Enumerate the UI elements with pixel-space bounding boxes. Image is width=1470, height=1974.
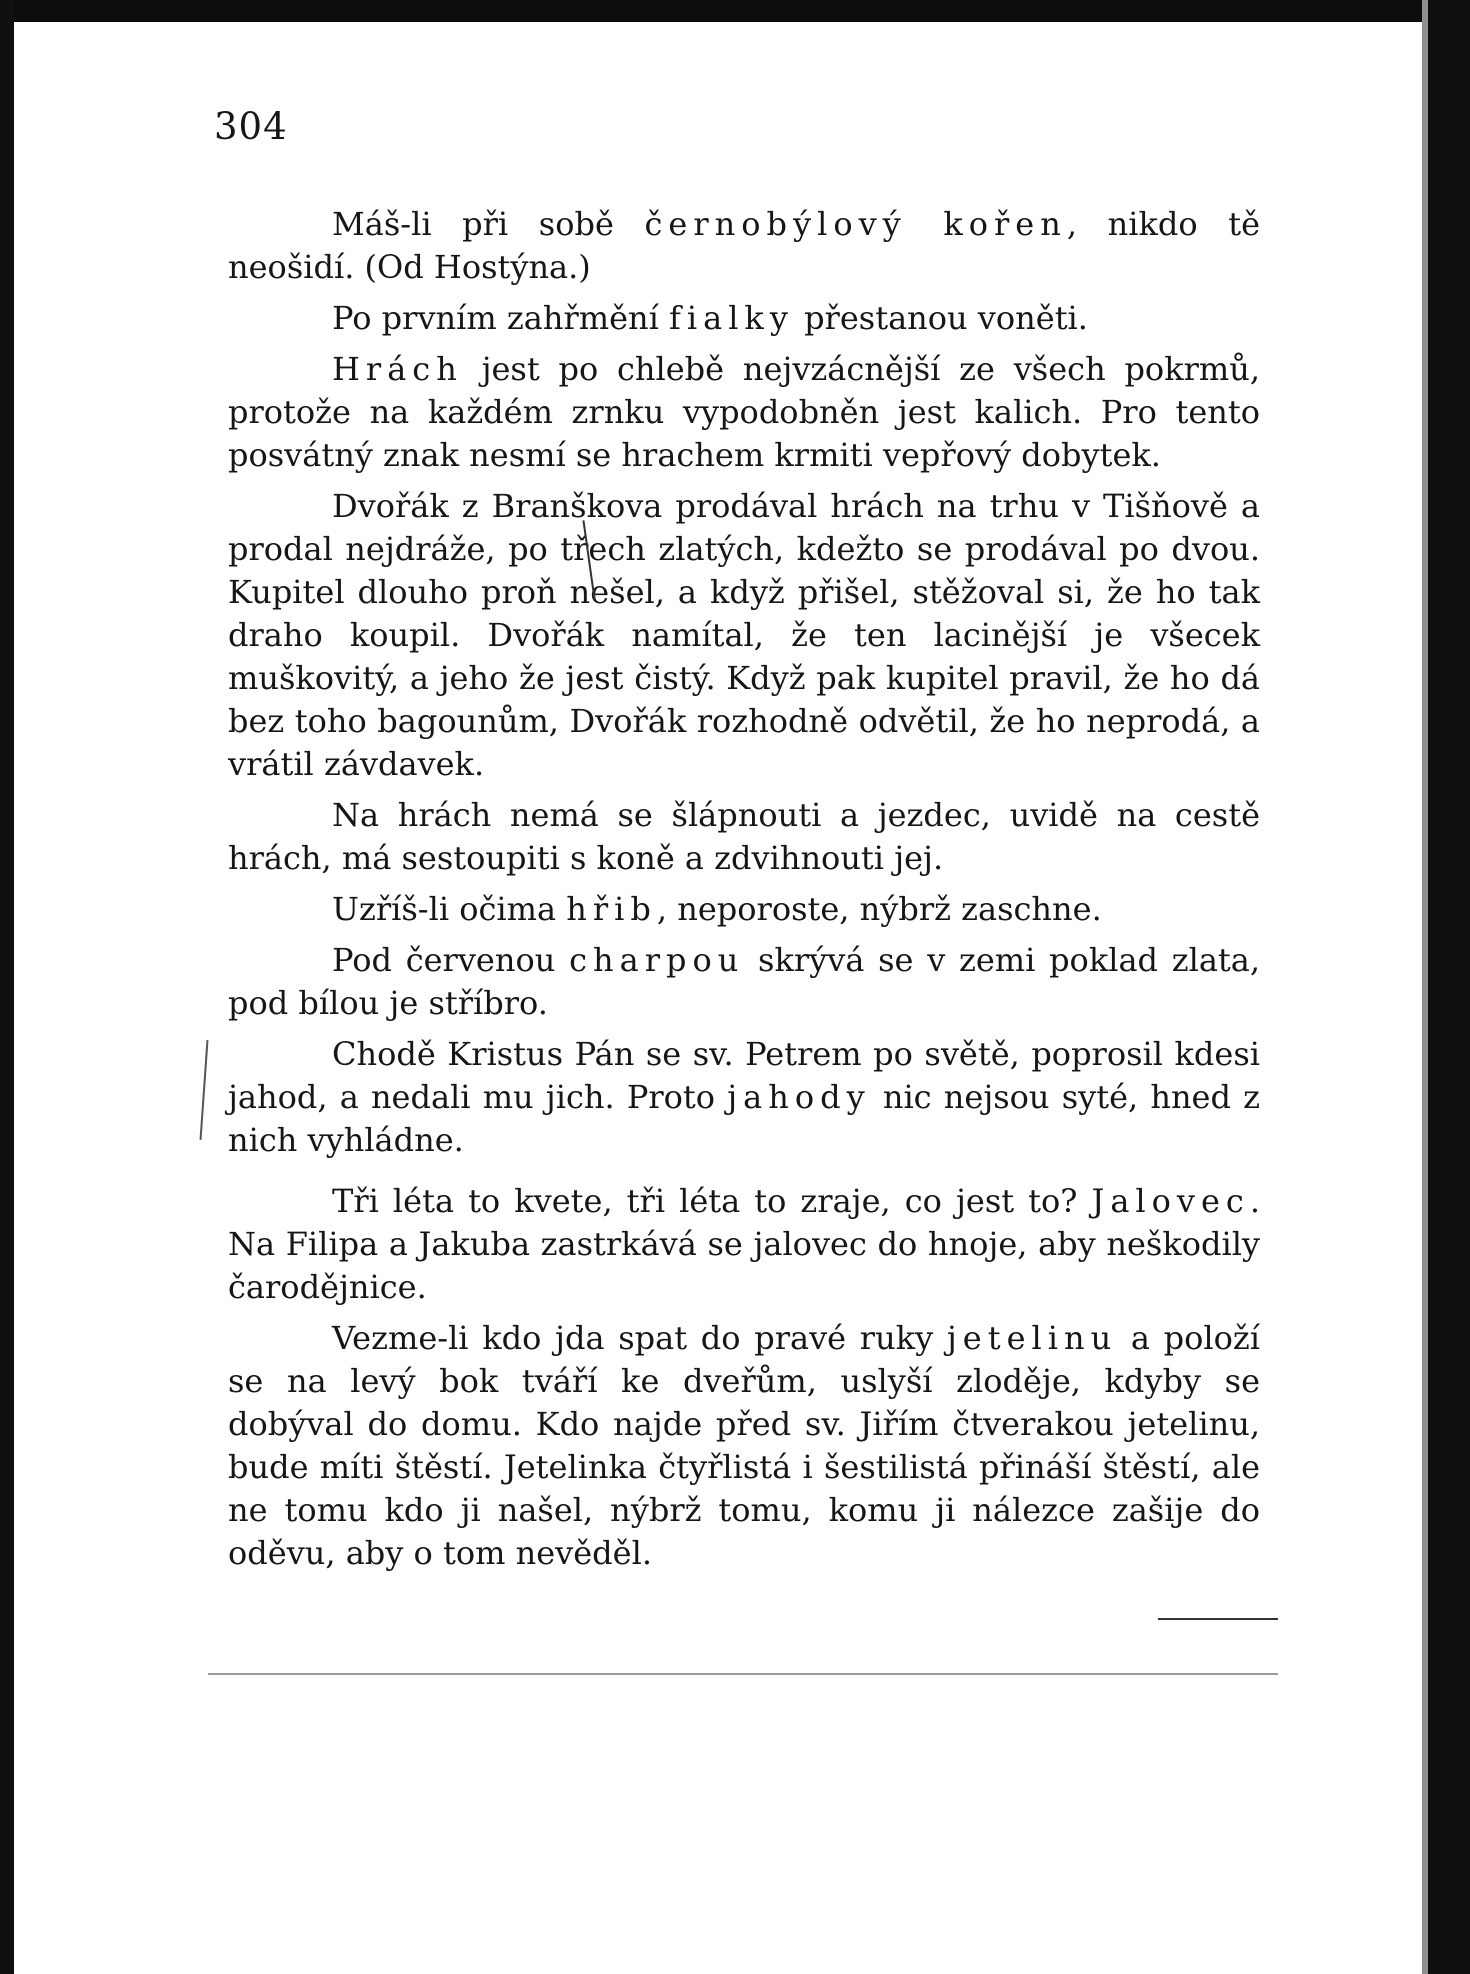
paragraph-text: jest po chlebě nejvzácnější ze všech pokrmů, protože na každém zrnku vypodobněn jest kalich. Pro tento posvátný znak nesmí se hrachem krmiti vepřový dobytek. (228, 350, 1260, 474)
paragraph-jalovec (228, 1180, 1260, 1309)
plant-name: fialky (669, 299, 794, 337)
paragraph-text: nic nejsou syté, hned z nich vyhládne. (228, 1078, 1261, 1159)
paragraph-text: přestanou voněti. (793, 299, 1088, 337)
paragraph-text: Vezme-li kdo jda spat do pravé ruky (332, 1319, 947, 1357)
plant-name: jetelinu (946, 1319, 1118, 1357)
scan-border-top (0, 0, 1470, 22)
paragraph-hrach (228, 348, 1260, 477)
paragraph-text: Uzříš-li očima (332, 890, 567, 928)
plant-name: hřib (566, 890, 657, 928)
paragraph-text: skrývá se v zemi poklad zlata, pod bílou je stříbro. (228, 941, 1261, 1022)
plant-name: černobýlový kořen (644, 205, 1067, 243)
plant-name: Jalovec (1091, 1182, 1250, 1220)
paragraph-text: Pod červenou (332, 941, 570, 979)
paragraph-text: . Na Filipa a Jakuba zastrkává se jalovec do hnoje, aby neškodily čarodějnice. (228, 1182, 1260, 1306)
paragraph-jezdec (228, 794, 1260, 880)
paragraph-text: Na hrách nemá se šlápnouti a jezdec, uvidě na cestě hrách, má sestoupiti s koně a zdvihnouti jej. (228, 796, 1260, 877)
paragraph-text: , nikdo tě neošidí. (Od Hostýna.) (228, 205, 1261, 286)
paragraph-text: , neporoste, nýbrž zaschne. (656, 890, 1102, 928)
paragraph-text: Tři léta to kvete, tři léta to zraje, co jest to? (332, 1182, 1092, 1220)
paragraph-cernobyl (228, 203, 1260, 289)
handwritten-underline (1158, 1618, 1278, 1620)
paragraph-dvorak (228, 485, 1260, 786)
paragraph-fialky (228, 297, 1260, 340)
paragraph-text: Chodě Kristus Pán se sv. Petrem po světě, poprosil kdesi jahod, a nedali mu jich. Proto (228, 1035, 1260, 1116)
scan-shadow-right (1422, 0, 1428, 1974)
plant-name: Hrách (332, 350, 463, 388)
paragraph-text: Dvořák z Branškova prodával hrách na trhu v Tišňově a prodal nejdráže, po třech zlatých, kdežto se prodával po dvou. Kupitel dlouho proň nešel, a když přišel, stěžoval si, že ho tak draho koupil. Dvořák namítal, že ten lacinější je všecek muškovitý, a jeho že jest čistý. Když pak kupitel pravil, že ho dá bez toho bagounům, Dvořák rozhodně odvětil, že ho neprodá, a vrátil závdavek. (228, 487, 1260, 783)
paragraph-text: Po prvním zahřmění (332, 299, 670, 337)
paragraph-jahody (228, 1033, 1260, 1162)
paragraph-text: a položí se na levý bok tváří ke dveřům, uslyší zloděje, kdyby se dobýval do domu. Kdo najde před sv. Jiřím čtverakou jetelinu, bude míti štěstí. Jetelinka čtyřlistá i šestilistá přináší štěstí, ale ne tomu kdo ji našel, nýbrž tomu, komu ji nálezce zašije do oděvu, aby o tom nevěděl. (228, 1319, 1261, 1572)
scan-border-left (0, 0, 14, 1974)
plant-name: charpou (569, 941, 745, 979)
scan-border-right (1428, 0, 1470, 1974)
paragraph-text: Máš-li při sobě (332, 205, 645, 243)
plant-name: jahody (727, 1078, 871, 1116)
page-number: 304 (214, 105, 288, 148)
page-bottom-rule (208, 1673, 1278, 1675)
paragraph-charpa (228, 939, 1260, 1025)
paragraph-hrib (228, 888, 1260, 931)
paragraph-jetelina (228, 1317, 1260, 1575)
page-text (228, 203, 1260, 1583)
